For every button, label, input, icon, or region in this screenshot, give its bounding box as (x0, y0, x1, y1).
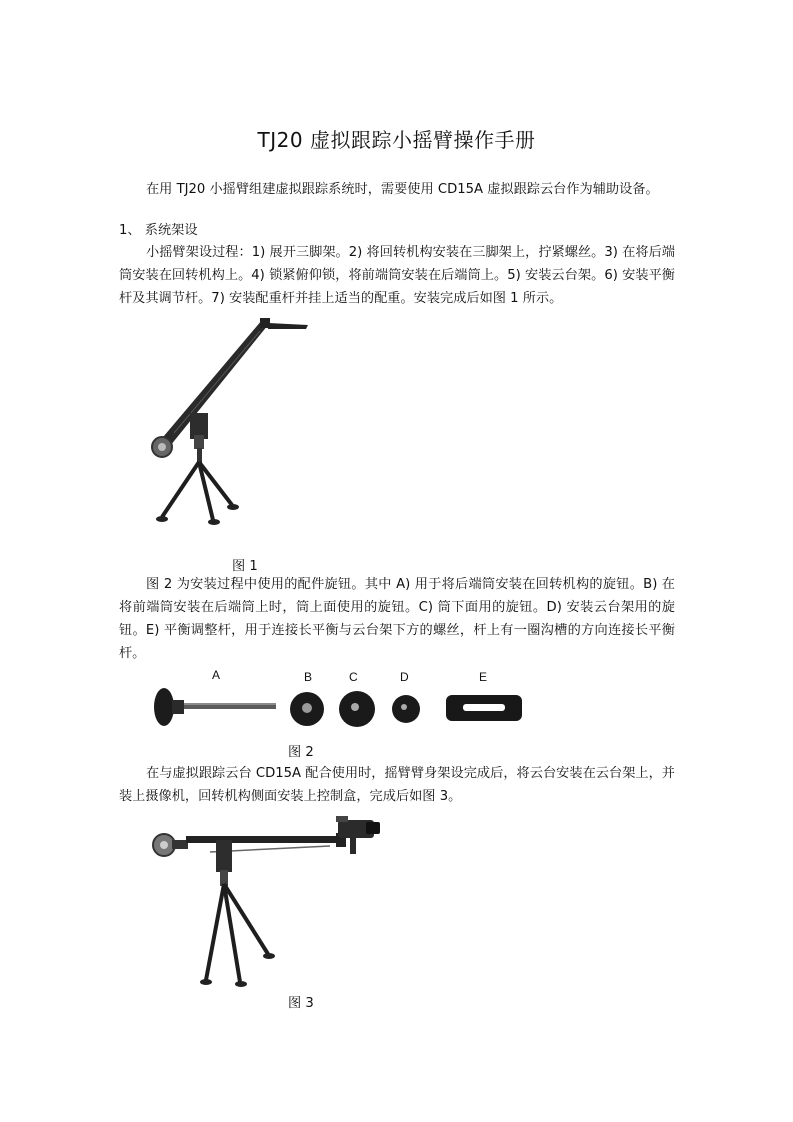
fig2-label-c: C (349, 670, 358, 684)
figure-1-caption: 图 1 (232, 559, 258, 574)
section-heading: 1、 系统架设 (119, 223, 198, 238)
fig2-label-e: E (479, 670, 488, 684)
page-title: TJ20 虚拟跟踪小摇臂操作手册 (257, 128, 536, 152)
figure-1-jib-crane-image (140, 305, 315, 555)
fig2-label-d: D (400, 670, 409, 684)
fig2-label-b: B (304, 670, 313, 684)
fig2-label-a: A (212, 668, 221, 682)
camera-paragraph: 在与虚拟跟踪云台 CD15A 配合使用时，摇臂臂身架设完成后，将云台安装在云台架上，并装上摄像机，回转机构侧面安装上控制盒，完成后如图 3。 (119, 766, 675, 804)
figure-3-caption: 图 3 (288, 996, 314, 1011)
intro-paragraph: 在用 TJ20 小摇臂组建虚拟跟踪系统时，需要使用 CD15A 虚拟跟踪云台作为辅助设备。 (146, 182, 659, 197)
knobs-paragraph: 图 2 为安装过程中使用的配件旋钮。其中 A) 用于将后端筒安装在回转机构的旋钮。B) 在将前端筒安装在后端筒上时，筒上面使用的旋钮。C) 筒下面用的旋钮。D) 安装云台架用的旋钮。E) 平衡调整杆，用于连接长平衡与云台架下方的螺丝，杆上有一圈沟槽的方向连接长平衡杆。 (119, 577, 675, 661)
setup-paragraph: 小摇臂架设过程：1) 展开三脚架。2) 将回转机构安装在三脚架上，拧紧螺丝。3) 在将后端筒安装在回转机构上。4) 锁紧俯仰锁，将前端筒安装在后端筒上。5) 安装云台架。6) 安装平衡杆及其调节杆。7) 安装配重杆并挂上适当的配重。安装完成后如图 1 所示。 (119, 245, 675, 306)
figure-3-jib-with-camera-image (150, 812, 385, 992)
figure-2-knobs-image (150, 665, 530, 735)
figure-2-caption: 图 2 (288, 745, 314, 760)
